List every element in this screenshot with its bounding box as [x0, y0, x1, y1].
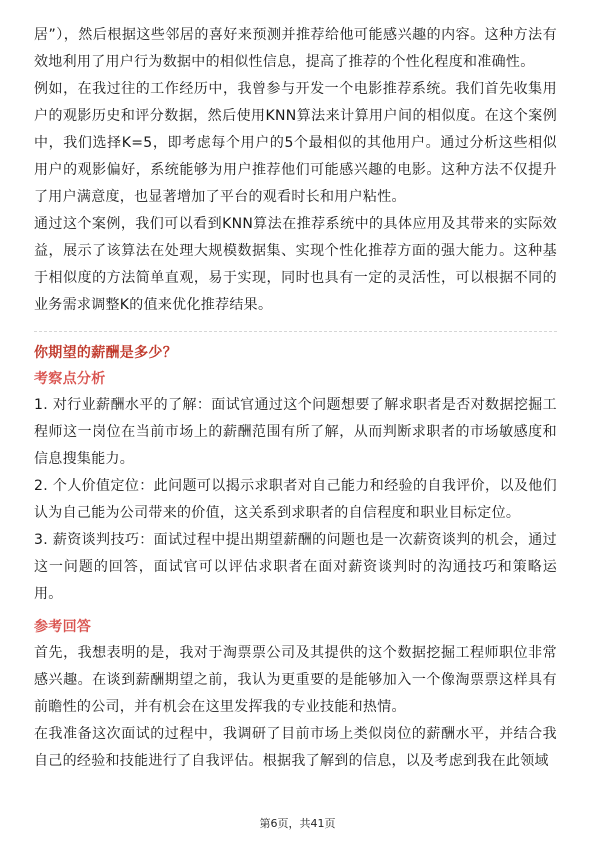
analysis-label: 考察点分析 — [34, 371, 106, 387]
page-number: 第6页，共41页 — [259, 817, 336, 830]
analysis-point: 2. 个人价值定位：此问题可以揭示求职者对自己能力和经验的自我评价，以及他们认为自己能为公司带来的价值，这关系到求职者的自信程度和职业目标定位。 — [34, 478, 557, 521]
body-paragraph: 例如，在我过往的工作经历中，我曾参与开发一个电影推荐系统。我们首先收集用户的观影历史和评分数据，然后使用KNN算法来计算用户间的相似度。在这个案例中，我们选择K=5，即考虑每个用户的5个最相似的其他用户。通过分析这些相似用户的观影偏好，系统能够为用户推荐他们可能感兴趣的电影。这种方法不仅提升了用户满意度，也显著增加了平台的观看时长和用户粘性。 — [34, 81, 557, 205]
answer-label: 参考回答 — [34, 619, 92, 635]
answer-paragraph: 在我准备这次面试的过程中，我调研了目前市场上类似岗位的薪酬水平，并结合我自己的经验和技能进行了自我评估。根据我了解到的信息，以及考虑到我在此领域 — [34, 726, 557, 769]
question-heading: 你期望的薪酬是多少？ — [34, 345, 177, 361]
section-divider — [34, 331, 557, 332]
analysis-point: 1. 对行业薪酬水平的了解：面试官通过这个问题想要了解求职者是否对数据挖掘工程师这一岗位在当前市场上的薪酬范围有所了解，从而判断求职者的市场敏感度和信息搜集能力。 — [34, 397, 557, 467]
analysis-point: 3. 薪资谈判技巧：面试过程中提出期望薪酬的问题也是一次薪资谈判的机会，通过这一问题的回答，面试官可以评估求职者在面对薪资谈判时的沟通技巧和策略运用。 — [34, 532, 557, 602]
body-paragraph: 通过这个案例，我们可以看到KNN算法在推荐系统中的具体应用及其带来的实际效益，展示了该算法在处理大规模数据集、实现个性化推荐方面的强大能力。这种基于相似度的方法简单直观，易于实现，同时也具有一定的灵活性，可以根据不同的业务需求调整K的值来优化推荐结果。 — [34, 216, 557, 313]
body-paragraph: 居”），然后根据这些邻居的喜好来预测并推荐给他可能感兴趣的内容。这种方法有效地利用了用户行为数据中的相似性信息，提高了推荐的个性化程度和准确性。 — [34, 27, 557, 70]
answer-paragraph: 首先，我想表明的是，我对于淘票票公司及其提供的这个数据挖掘工程师职位非常感兴趣。在谈到薪酬期望之前，我认为更重要的是能够加入一个像淘票票这样具有前瞻性的公司，并有机会在这里发挥我的专业技能和热情。 — [34, 645, 557, 715]
